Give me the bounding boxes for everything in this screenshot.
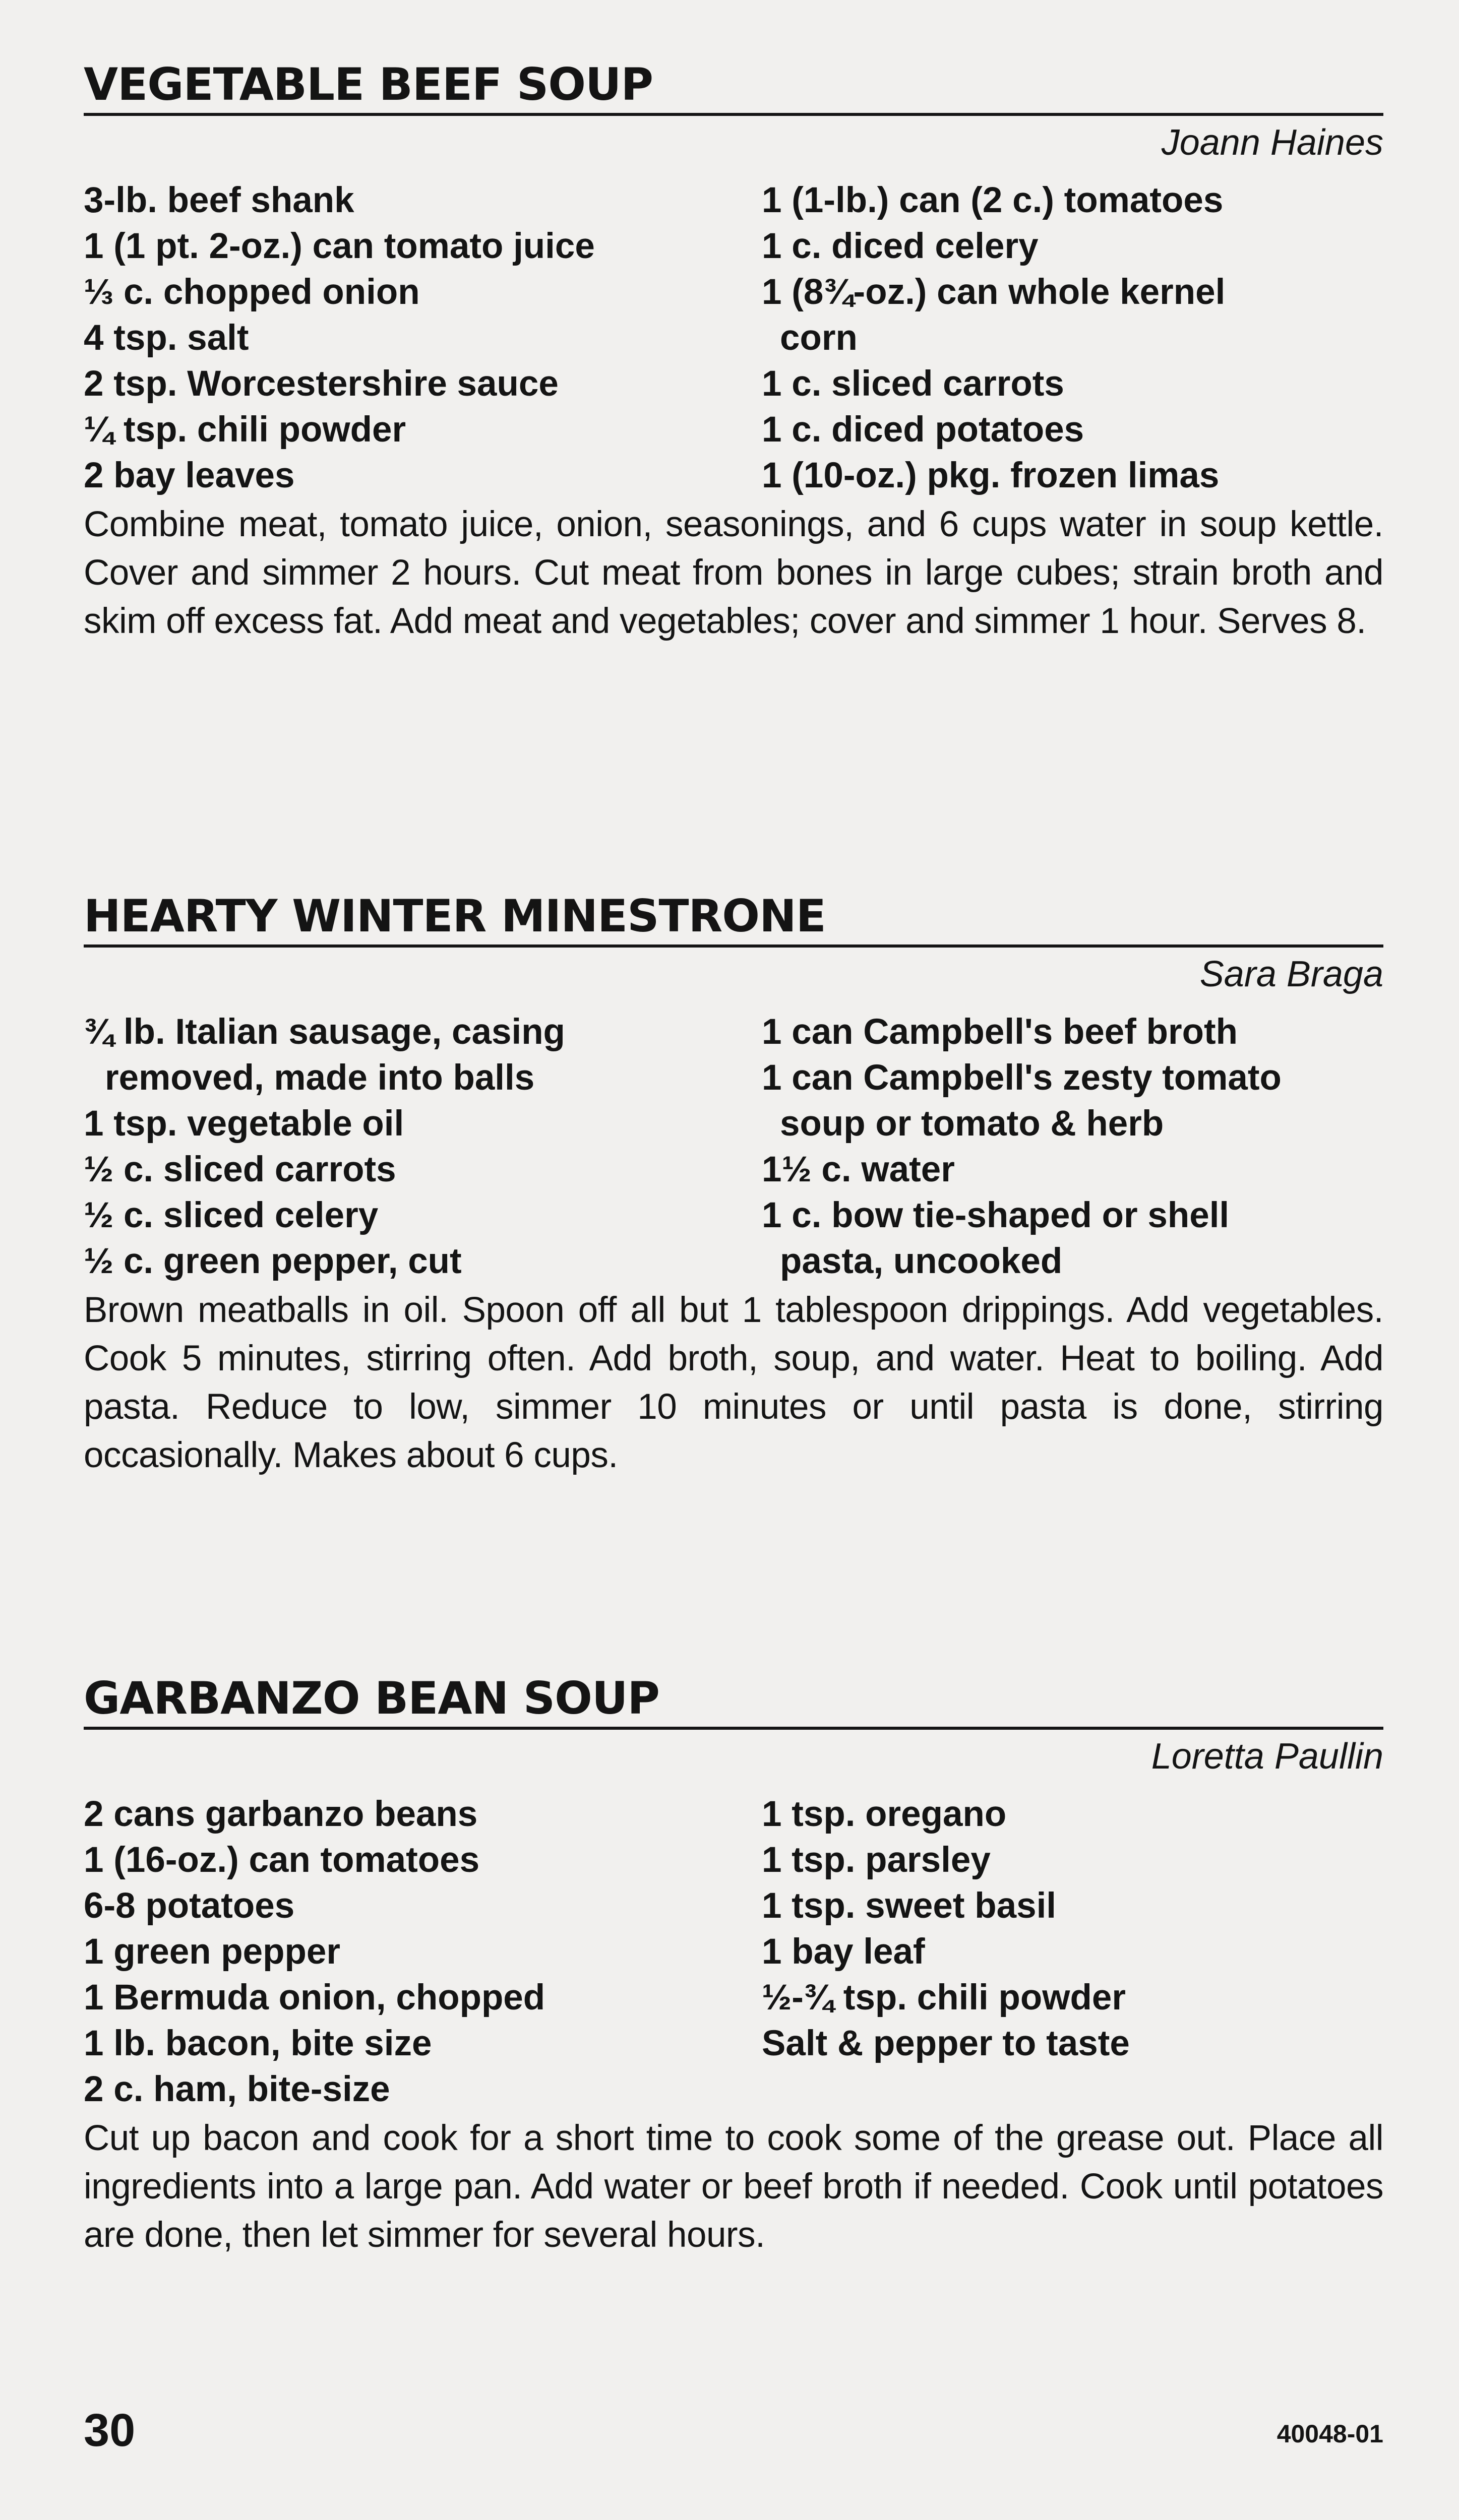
title-rule — [84, 113, 1383, 116]
ingredients-left — [84, 177, 762, 498]
recipe-author: Loretta Paullin — [1151, 1736, 1383, 1777]
recipe-vegetable-beef-soup — [84, 59, 1383, 681]
ingredient: 1 green pepper — [84, 1932, 340, 1972]
document-code: 40048-01 — [1276, 2420, 1383, 2448]
recipe-author: Joann Haines — [1161, 122, 1383, 163]
title-rule — [84, 944, 1383, 948]
ingredient: 1 tsp. parsley — [762, 1840, 991, 1880]
ingredient: ½-¾ tsp. chili powder — [762, 1978, 1126, 2018]
ingredient: 1 lb. bacon, bite size — [84, 2024, 432, 2063]
ingredient: 1 Bermuda onion, chopped — [84, 1978, 545, 2018]
ingredients — [84, 177, 1383, 498]
recipe-directions: Combine meat, tomato juice, onion, seasonings, and 6 cups water in soup kettle. Cover and simmer 2 hours. Cut meat from bones in large cubes; strain broth and skim off excess fat. Add meat and vegetables; cover and simmer 1 hour. Serves 8. — [84, 505, 1383, 641]
ingredient: ⅓ c. chopped onion — [84, 272, 420, 312]
ingredients-left — [84, 1009, 762, 1284]
ingredient: ¼ tsp. chili powder — [84, 410, 406, 450]
ingredient: 1 c. diced potatoes — [762, 410, 1084, 450]
ingredient: 1 can Campbell's beef broth — [762, 1012, 1238, 1052]
recipe-directions: Brown meatballs in oil. Spoon off all but 1 tablespoon drippings. Add vegetables. Cook 5 minutes, stirring often. Add broth, soup, and water. Heat to boiling. Add pasta. Reduce to low, simmer 10 minutes or until pasta is done, stirring occasionally. Makes about 6 cups. — [84, 1290, 1383, 1475]
ingredient: 2 cans garbanzo beans — [84, 1794, 478, 1834]
ingredient: 3-lb. beef shank — [84, 180, 354, 220]
ingredient: 1 (1-lb.) can (2 c.) tomatoes — [762, 180, 1224, 220]
title-rule — [84, 1727, 1383, 1730]
ingredient-continuation: removed, made into balls — [105, 1058, 535, 1098]
ingredient: ½ c. sliced celery — [84, 1195, 379, 1235]
ingredient: 2 bay leaves — [84, 456, 295, 495]
ingredient: 1 bay leaf — [762, 1932, 925, 1972]
recipe-garbanzo-bean-soup — [84, 1673, 1383, 2295]
ingredient: Salt & pepper to taste — [762, 2024, 1130, 2063]
ingredient: ½ c. green pepper, cut — [84, 1241, 462, 1281]
ingredient: 6-8 potatoes — [84, 1886, 295, 1926]
ingredient-continuation: pasta, uncooked — [780, 1241, 1063, 1281]
recipe-title: VEGETABLE BEEF SOUP — [84, 58, 653, 110]
ingredient: 1½ c. water — [762, 1150, 955, 1189]
ingredient: 1 (8¾-oz.) can whole kernel — [762, 272, 1226, 312]
recipe-directions: Cut up bacon and cook for a short time to cook some of the grease out. Place all ingredients into a large pan. Add water or beef broth if needed. Cook until potatoes are done, then let simmer for several hours. — [84, 2118, 1383, 2255]
ingredient: 1 can Campbell's zesty tomato — [762, 1058, 1282, 1098]
ingredients-right — [762, 1009, 1383, 1284]
ingredient: 1 tsp. vegetable oil — [84, 1104, 404, 1144]
recipe-title: HEARTY WINTER MINESTRONE — [84, 890, 826, 942]
ingredient: 1 tsp. sweet basil — [762, 1886, 1057, 1926]
recipe-title: GARBANZO BEAN SOUP — [84, 1672, 659, 1724]
ingredient-continuation: corn — [780, 318, 858, 358]
recipe-hearty-winter-minestrone — [84, 891, 1383, 1516]
ingredient: ¾ lb. Italian sausage, casing — [84, 1012, 565, 1052]
ingredient: 1 (16-oz.) can tomatoes — [84, 1840, 480, 1880]
ingredients-right — [762, 1791, 1383, 2112]
ingredient: 1 tsp. oregano — [762, 1794, 1007, 1834]
ingredient: 1 c. bow tie-shaped or shell — [762, 1195, 1230, 1235]
ingredients-left — [84, 1791, 762, 2112]
ingredient: 1 (1 pt. 2-oz.) can tomato juice — [84, 226, 595, 266]
ingredient: 1 c. diced celery — [762, 226, 1039, 266]
ingredient: 1 (10-oz.) pkg. frozen limas — [762, 456, 1220, 495]
ingredients-right — [762, 177, 1383, 498]
ingredient: 1 c. sliced carrots — [762, 364, 1064, 404]
ingredient: ½ c. sliced carrots — [84, 1150, 396, 1189]
ingredient: 2 tsp. Worcestershire sauce — [84, 364, 559, 404]
recipe-author: Sara Braga — [1199, 954, 1383, 994]
ingredient: 2 c. ham, bite-size — [84, 2069, 390, 2109]
ingredients — [84, 1791, 1383, 2112]
ingredient-continuation: soup or tomato & herb — [780, 1104, 1164, 1144]
ingredients — [84, 1009, 1383, 1284]
ingredient: 4 tsp. salt — [84, 318, 249, 358]
page-number: 30 — [84, 2405, 136, 2456]
